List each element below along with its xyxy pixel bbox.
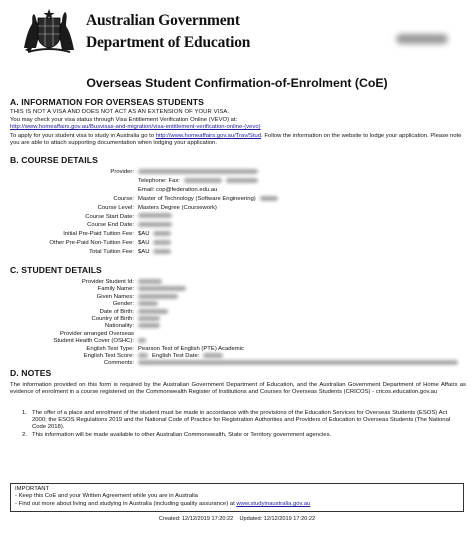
course-detail-row bbox=[0, 204, 474, 212]
redacted-value bbox=[138, 301, 158, 306]
redacted-value bbox=[138, 286, 186, 291]
vevo-link[interactable]: http://www.homeaffairs.gov.au/Busvisas-and-migration/visa-entitlement-verification-online-(vevo) bbox=[10, 124, 261, 130]
student-detail-value: Pearson Test of English (PTE) Academic bbox=[138, 345, 244, 352]
course-detail-row bbox=[0, 239, 474, 247]
course-detail-value: Masters Degree (Coursework) bbox=[138, 204, 217, 211]
government-name: Australian Government bbox=[86, 12, 240, 29]
redacted-value bbox=[138, 294, 178, 299]
note-item bbox=[22, 410, 462, 431]
document-header bbox=[0, 0, 474, 68]
notes-list bbox=[22, 410, 462, 440]
redacted-value bbox=[138, 360, 458, 365]
course-detail-value: Telephone: Fax: bbox=[138, 177, 258, 185]
student-detail-label: Comments: bbox=[103, 360, 134, 367]
important-heading: IMPORTANT bbox=[15, 486, 50, 492]
course-detail-value: $AU bbox=[138, 248, 171, 256]
redacted-value bbox=[138, 213, 172, 218]
redacted-value bbox=[138, 323, 160, 328]
important-line-1: - Keep this CoE and your Written Agreement while you are in Australia bbox=[15, 493, 198, 500]
important-line-2-text: - Find out more about living and studying in Australia (including quality assurance) at bbox=[15, 500, 237, 507]
course-detail-label: Course: bbox=[113, 195, 134, 202]
course-detail-row bbox=[0, 230, 474, 238]
course-detail-label: Other Pre-Paid Non-Tuition Fee: bbox=[49, 240, 134, 247]
redacted-value bbox=[153, 249, 171, 254]
redacted-value bbox=[203, 353, 223, 358]
course-detail-value bbox=[138, 168, 262, 176]
student-detail-label: Given Names: bbox=[96, 293, 134, 300]
redacted-value bbox=[153, 231, 171, 236]
redacted-value bbox=[138, 353, 148, 358]
study-in-australia-link[interactable]: www.studyinaustralia.gov.au bbox=[236, 500, 311, 507]
student-detail-label: Provider Student Id: bbox=[81, 279, 134, 285]
course-detail-label: Course Level: bbox=[97, 204, 134, 211]
redacted-value bbox=[138, 222, 172, 227]
redacted-value bbox=[226, 178, 258, 183]
vevo-text: You may check your visa status through Visa Entitlement Verification Online (VEVO) at: bbox=[10, 117, 238, 123]
footer-timestamps bbox=[0, 516, 474, 522]
not-visa-notice: THIS IS NOT A VISA AND DOES NOT ACT AS AN EXTENSION OF YOUR VISA. bbox=[10, 109, 230, 115]
note-number: 2. bbox=[22, 432, 27, 438]
course-detail-row bbox=[0, 186, 474, 194]
course-detail-value bbox=[138, 221, 176, 229]
course-detail-row bbox=[0, 195, 474, 203]
student-detail-label: Date of Birth: bbox=[99, 308, 134, 315]
student-detail-label: Country of Birth: bbox=[91, 316, 134, 322]
document-title: Overseas Student Confirmation-of-Enrolment (CoE) bbox=[86, 76, 388, 90]
student-detail-value bbox=[138, 359, 462, 367]
apply-visa-text bbox=[10, 133, 465, 147]
note-item bbox=[22, 432, 462, 439]
section-d-title: D. NOTES bbox=[10, 368, 52, 378]
section-c-title: C. STUDENT DETAILS bbox=[10, 265, 102, 275]
course-detail-row bbox=[0, 248, 474, 256]
redacted-value bbox=[260, 196, 278, 201]
section-b-title: B. COURSE DETAILS bbox=[10, 155, 98, 165]
course-detail-value bbox=[138, 213, 176, 221]
redacted-value bbox=[138, 338, 146, 343]
student-detail-value: English Test Date: bbox=[138, 352, 223, 360]
note-text: The offer of a place and enrolment of the student must be made in accordance with the provisions of the Education Services for Overseas Students (ESOS) Act 2000; the ESOS Regulations 2019 and the National Code of Practice for Registration Authorities and Providers of Education to Overseas Students (The National Code 2018). bbox=[32, 410, 451, 430]
important-box bbox=[10, 483, 464, 512]
course-detail-label: Total Tuition Fee: bbox=[89, 249, 134, 256]
notes-paragraph: The information provided on this form is required by the Australian Government Department of Education, and the Australian Government Department of Home Affairs as evidence of enrolment in a course registered on the Commonwealth Register of Institutions and Courses for Overseas Students (CRICOS) - cricos.education.gov.au bbox=[10, 382, 466, 395]
apply-text-start: To apply for your student visa to study in Australia go to bbox=[10, 133, 156, 139]
course-detail-label: Initial Pre-Paid Tuition Fee: bbox=[63, 231, 134, 238]
note-number: 1. bbox=[22, 410, 27, 416]
course-detail-value: Email: cop@federation.edu.au bbox=[138, 186, 218, 193]
redacted-value bbox=[138, 309, 168, 314]
course-detail-value: $AU bbox=[138, 230, 171, 238]
redacted-value bbox=[138, 279, 162, 284]
apply-visa-link[interactable]: http://www.homeaffairs.gov.au/Trav/Stud bbox=[155, 133, 262, 139]
course-detail-row bbox=[0, 213, 474, 221]
section-a-title: A. INFORMATION FOR OVERSEAS STUDENTS bbox=[10, 97, 204, 107]
student-detail-label: Gender: bbox=[112, 301, 134, 308]
student-detail-row bbox=[0, 359, 474, 367]
note-text: This information will be made available to other Australian Commonwealth, State or Territory government agencies. bbox=[32, 432, 332, 438]
apply-text-end: . Follow the information on the website to lodge your application. Please note you are able to attach supporting documentation when lodging your application. bbox=[10, 133, 462, 147]
created-timestamp: Created: 12/12/2019 17:20:22 bbox=[158, 516, 234, 522]
coat-of-arms-icon bbox=[20, 8, 78, 54]
student-detail-label: Student Health Cover (OSHC): bbox=[53, 338, 134, 345]
student-detail-label: Family Name: bbox=[97, 286, 134, 293]
redacted-value bbox=[184, 178, 222, 183]
important-line-2 bbox=[15, 501, 459, 508]
redacted-value bbox=[138, 316, 160, 321]
redacted-reference bbox=[396, 34, 448, 44]
course-detail-row bbox=[0, 177, 474, 185]
course-detail-value: Master of Technology (Software Engineering) bbox=[138, 195, 278, 203]
department-name: Department of Education bbox=[86, 34, 251, 51]
course-detail-label: Course End Date: bbox=[87, 222, 134, 229]
course-detail-row bbox=[0, 221, 474, 229]
redacted-value bbox=[153, 240, 171, 245]
student-detail-label: English Test Type: bbox=[86, 345, 134, 352]
course-detail-value: $AU bbox=[138, 239, 171, 247]
student-detail-label: English Test Score: bbox=[83, 353, 134, 359]
student-detail-label: Nationality: bbox=[104, 323, 134, 330]
course-detail-label: Provider: bbox=[110, 169, 134, 175]
updated-timestamp: Updated: 12/12/2019 17:20:22 bbox=[239, 516, 316, 522]
course-detail-label: Course Start Date: bbox=[85, 213, 134, 220]
redacted-value bbox=[138, 169, 258, 174]
course-detail-row bbox=[0, 168, 474, 176]
student-detail-label: Provider arranged Overseas bbox=[60, 330, 134, 337]
